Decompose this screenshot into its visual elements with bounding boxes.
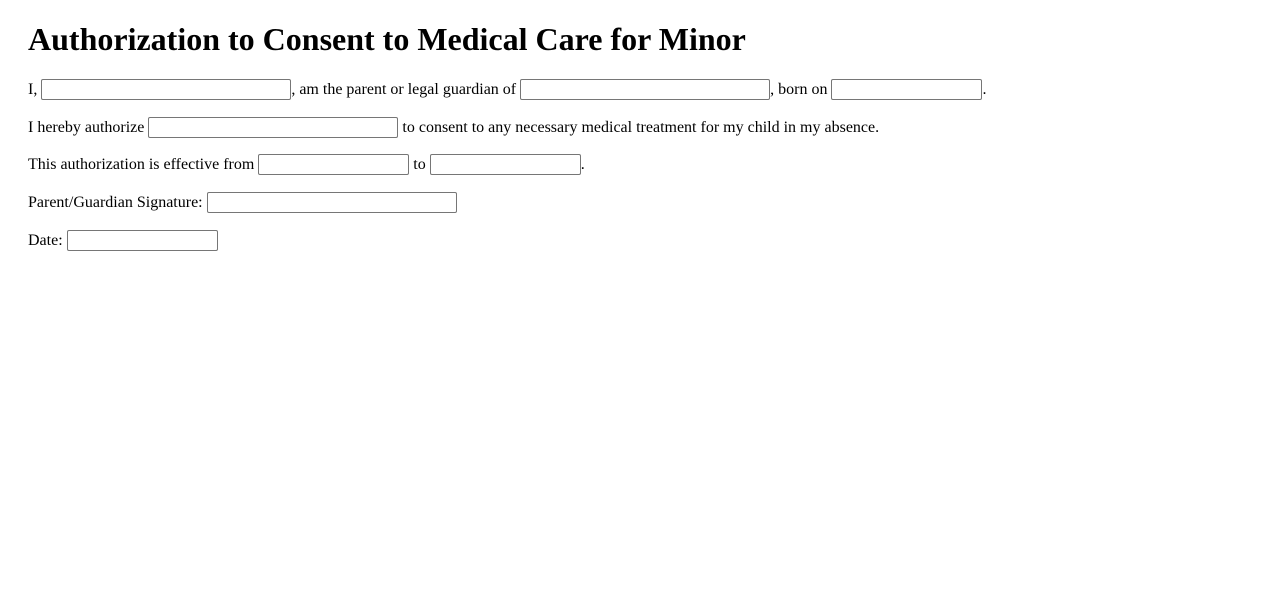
authorization-suffix-text: to consent to any necessary medical treatment for my child in my absence.	[402, 118, 880, 136]
effective-dates-row	[28, 154, 1270, 176]
date-input[interactable]	[67, 230, 218, 251]
effective-to-input[interactable]	[430, 154, 581, 175]
authorization-row	[28, 117, 1270, 139]
child-birthdate-input[interactable]	[831, 79, 982, 100]
statement-after-parent-text: , am the parent or legal guardian of	[291, 80, 517, 98]
date-label: Date:	[28, 231, 63, 249]
child-name-input[interactable]	[520, 79, 770, 100]
statement-prefix-text: I,	[28, 80, 38, 98]
signature-label: Parent/Guardian Signature:	[28, 194, 203, 212]
statement-period-text: .	[982, 80, 987, 98]
parent-guardian-statement-row	[28, 79, 1270, 101]
statement-after-child-text: , born on	[770, 80, 828, 98]
page-title: Authorization to Consent to Medical Care for Minor	[28, 21, 746, 57]
effective-prefix-text: This authorization is effective from	[28, 156, 255, 174]
date-row	[28, 230, 1270, 252]
authorization-prefix-text: I hereby authorize	[28, 118, 145, 136]
effective-from-input[interactable]	[258, 154, 409, 175]
parent-name-input[interactable]	[41, 79, 291, 100]
signature-row	[28, 192, 1270, 214]
signature-input[interactable]	[207, 192, 457, 213]
consent-form-page	[8, 21, 1270, 252]
authorized-person-input[interactable]	[148, 117, 398, 138]
effective-between-text: to	[413, 156, 426, 174]
effective-period-text: .	[580, 156, 585, 174]
